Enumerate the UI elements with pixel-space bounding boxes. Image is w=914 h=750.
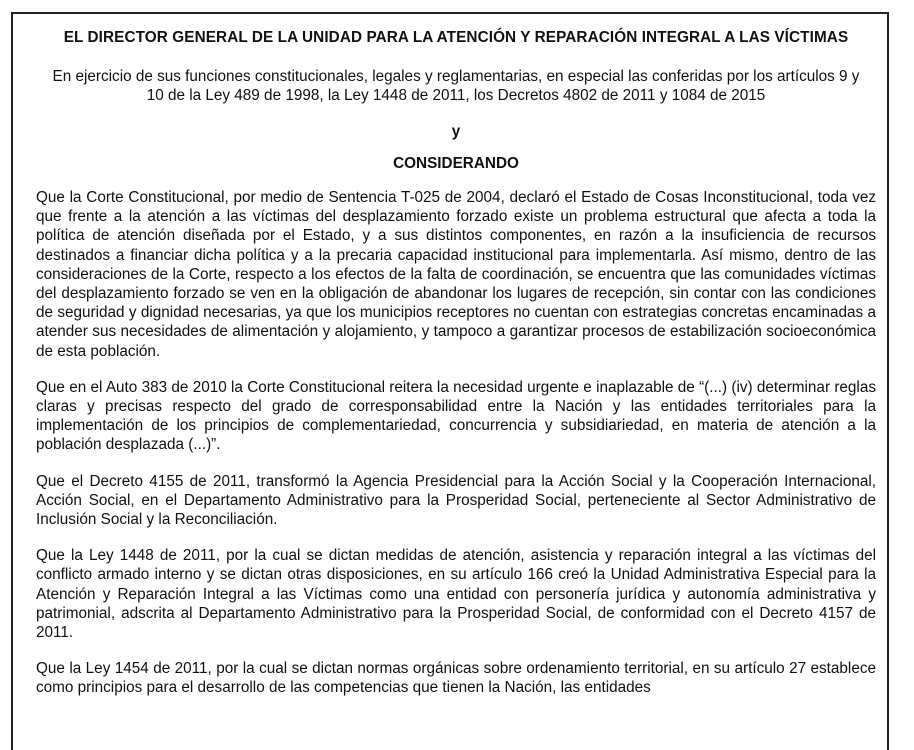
paragraph-ley-1454: Que la Ley 1454 de 2011, por la cual se dictan normas orgánicas sobre ordenamiento territorial, en su artículo 27 establece como principios para el desarrollo de las competencias que tienen la Nación, las entidades [36,660,876,697]
resolution-heading: EL DIRECTOR GENERAL DE LA UNIDAD PARA LA ATENCIÓN Y REPARACIÓN INTEGRAL A LAS VÍCTIMAS [63,29,849,46]
paragraph-decreto-4155: Que el Decreto 4155 de 2011, transformó la Agencia Presidencial para la Acción Social y la Cooperación Internacional, Acción Social, en el Departamento Administrativo para la Prosperidad Social, perteneciente al Sector Administrativo de Inclusión Social y la Reconciliación. [36,472,876,529]
powers-statement: En ejercicio de sus funciones constitucionales, legales y reglamentarias, en especial las conferidas por los artículos 9 y 10 de la Ley 489 de 1998, la Ley 1448 de 2011, los Decretos 4802 de 2011 y 1084 de 2015 [52,68,860,104]
paragraph-auto-383: Que en el Auto 383 de 2010 la Corte Constitucional reitera la necesidad urgente e inaplazable de “(...) (iv) determinar reglas claras y precisas respecto del grado de corresponsabilidad entre la Nación y las entidades territoriales para la implementación de los principios de complementariedad, concurrencia y subsidiariedad, en materia de atención a la población desplazada (...)”. [36,378,876,454]
paragraph-ley-1448: Que la Ley 1448 de 2011, por la cual se dictan medidas de atención, asistencia y reparación integral a las víctimas del conflicto armado interno y se dictan otras disposiciones, en su artículo 166 creó la Unidad Administrativa Especial para la Atención y Reparación Integral a las Víctimas como una entidad con personería jurídica y autonomía administrativa y patrimonial, adscrita al Departamento Administrativo para la Prosperidad Social, de conformidad con el Decreto 4157 de 2011. [36,547,876,642]
connector-word: y [451,123,461,140]
document-page [36,28,876,698]
paragraph-sentencia-t025: Que la Corte Constitucional, por medio de Sentencia T-025 de 2004, declaró el Estado de Cosas Inconstitucional, toda vez que frente a la atención a las víctimas del desplazamiento forzado existe un problema estructural que afecta a toda la política de atención diseñada por el Estado, y a sus distintos componentes, en razón a la insuficiencia de recursos destinados a financiar dicha política y a la precaria capacidad institucional para implementarla. Así mismo, dentro de las consideraciones de la Corte, respecto a los efectos de la falta de coordinación, se encuentra que las comunidades víctimas del desplazamiento forzado se ven en la obligación de abandonar los lugares de recepción, sin contar con las condiciones de seguridad y dignidad necesarias, ya que los municipios receptores no cuentan con estrategias concretas encaminadas a atender sus necesidades de alimentación y alojamiento, y tampoco a garantizar procesos de estabilización socioeconómica de esta población. [36,189,876,360]
considerando-title: CONSIDERANDO [393,155,519,172]
